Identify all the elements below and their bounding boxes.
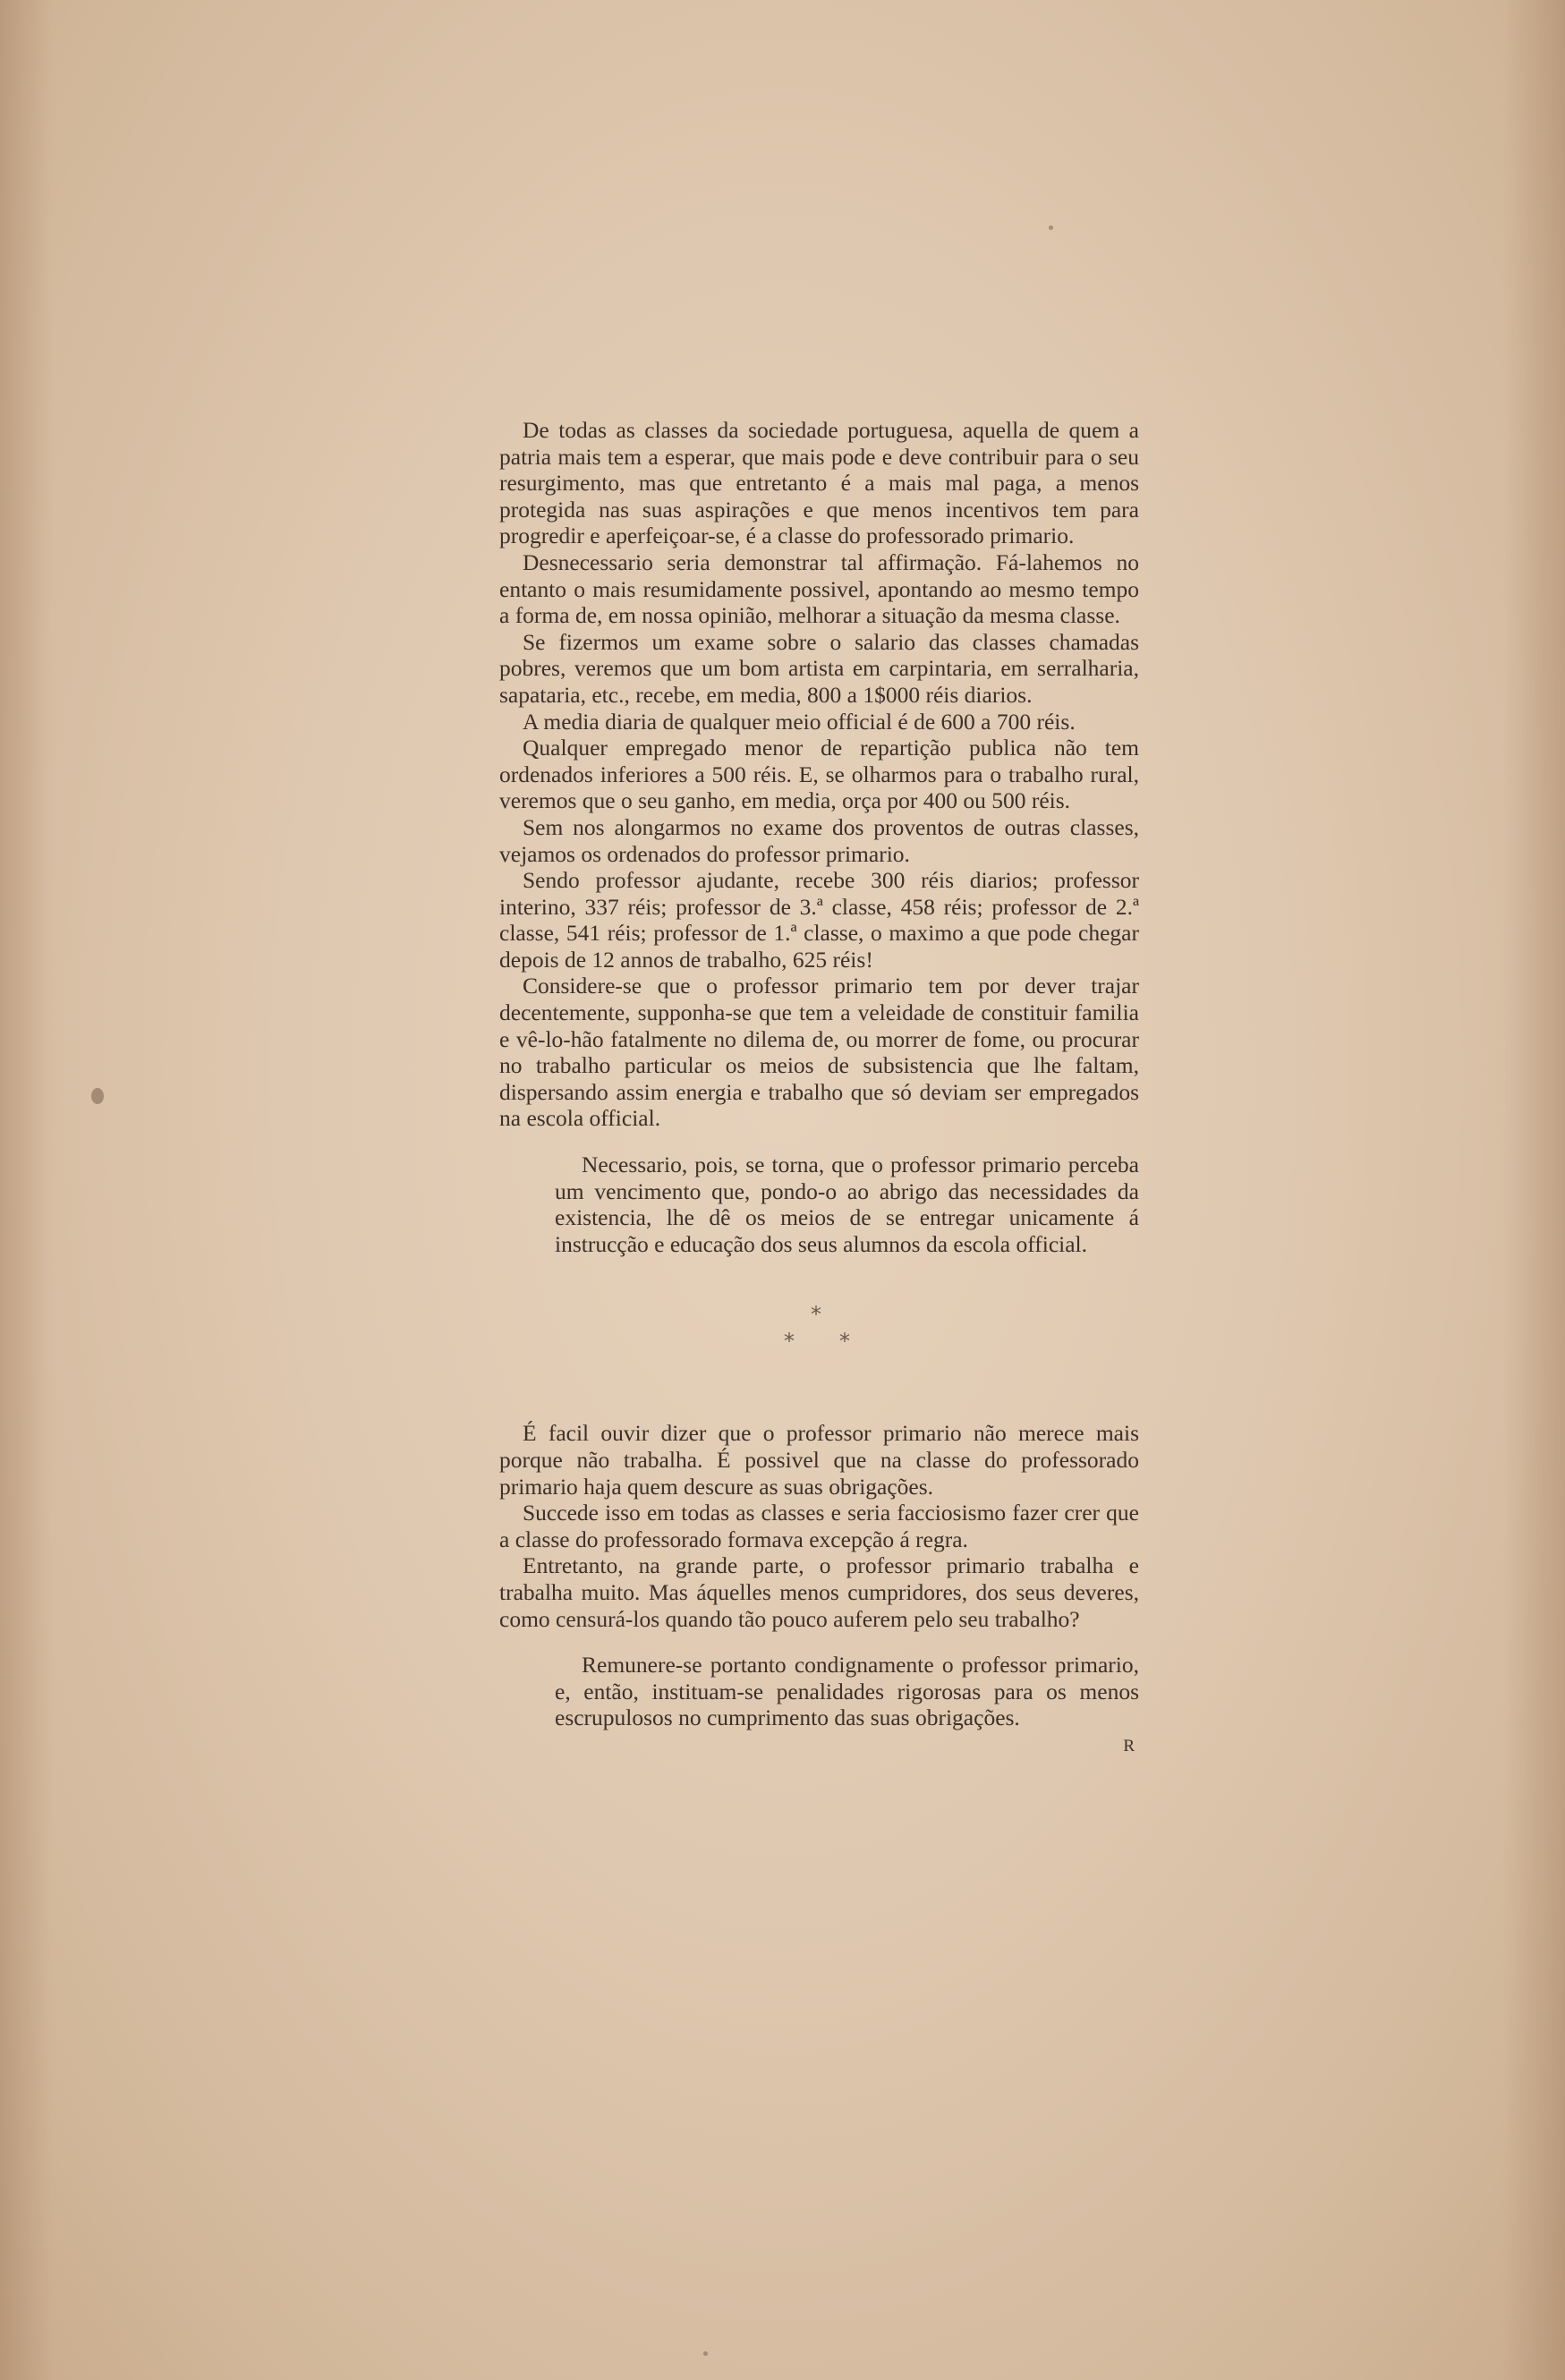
- paper-speck: [91, 1088, 104, 1104]
- asterisk: *: [811, 1302, 821, 1328]
- author-initial: R: [1123, 1736, 1135, 1755]
- asterism-separator: [499, 1304, 1139, 1420]
- paragraph: Entretanto, na grande parte, o professor primario trabalha e trabalha muito. Mas áquelles menos cumpridores, dos seus deveres, como censurá-los quando tão pouco auferem pelo seu trabalho?: [499, 1552, 1139, 1632]
- paragraph: Sendo professor ajudante, recebe 300 réis diarios; professor interino, 337 réis; professor de 3.ª classe, 458 réis; professor de 2.ª classe, 541 réis; professor de 1.ª classe, o maximo a que pode chegar depois de 12 annos de trabalho, 625 réis!: [499, 867, 1139, 973]
- paragraph: De todas as classes da sociedade portuguesa, aquella de quem a patria mais tem a esperar, que mais pode e deve contribuir para o seu resurgimento, mas que entretanto é a mais mal paga, a menos protegida nas suas aspirações e que menos incentivos tem para progredir e aperfeiçoar-se, é a classe do professorado primario.: [499, 417, 1139, 549]
- asterisk: *: [839, 1329, 850, 1355]
- paragraph: Succede isso em todas as classes e seria facciosismo fazer crer que a classe do professorado formava excepção á regra.: [499, 1500, 1139, 1552]
- paper-speck: [1049, 225, 1053, 230]
- paragraph: Considere-se que o professor primario tem por dever trajar decentemente, supponha-se que tem a veleidade de constituir familia e vê-lo-hão fatalmente no dilema de, ou morrer de fome, ou procurar no trabalho particular os meios de subsistencia que lhe faltam, dispersando assim energia e trabalho que só deviam ser empregados na escola official.: [499, 973, 1139, 1132]
- section-2: [499, 1420, 1139, 1759]
- paragraph: Qualquer empregado menor de repartição publica não tem ordenados inferiores a 500 réis. E, se olharmos para o trabalho rural, veremos que o seu ganho, em media, orça por 400 ou 500 réis.: [499, 735, 1139, 814]
- paragraph: Sem nos alongarmos no exame dos proventos de outras classes, vejamos os ordenados do professor primario.: [499, 813, 1139, 867]
- page-shadow-right: [1502, 0, 1565, 2380]
- paper-speck: [703, 2351, 708, 2356]
- asterisk: *: [784, 1329, 795, 1355]
- page-shadow-left: [0, 0, 54, 2380]
- paragraph: Desnecessario seria demonstrar tal affirmação. Fá-lahemos no entanto o mais resumidamente possivel, apontando ao mesmo tempo a forma de, em nossa opinião, melhorar a situação da mesma classe.: [499, 548, 1139, 629]
- conclusion-paragraph: Necessario, pois, se torna, que o professor primario perceba um vencimento que, pondo-o ao abrigo das necessidades da existencia, lhe dê os meios de se entregar unicamente á instrucção e educação dos seus alumnos da escola official.: [555, 1152, 1139, 1257]
- paragraph: Se fizermos um exame sobre o salario das classes chamadas pobres, veremos que um bom artista em carpintaria, em serralharia, sapataria, etc., recebe, em media, 800 a 1$000 réis diarios.: [499, 628, 1139, 708]
- paragraph: É facil ouvir dizer que o professor primario não merece mais porque não trabalha. É possivel que na classe do professorado primario haja quem descure as suas obrigações.: [499, 1420, 1139, 1500]
- section-1: [499, 417, 1139, 1257]
- paragraph: A media diaria de qualquer meio official é de 600 a 700 réis.: [523, 708, 1076, 735]
- conclusion-paragraph: Remunere-se portanto condignamente o professor primario, e, então, instituam-se penalidades rigorosas para os menos escrupulosos no cumprimento das suas obrigações.: [555, 1652, 1139, 1731]
- article-body: [499, 417, 1139, 1760]
